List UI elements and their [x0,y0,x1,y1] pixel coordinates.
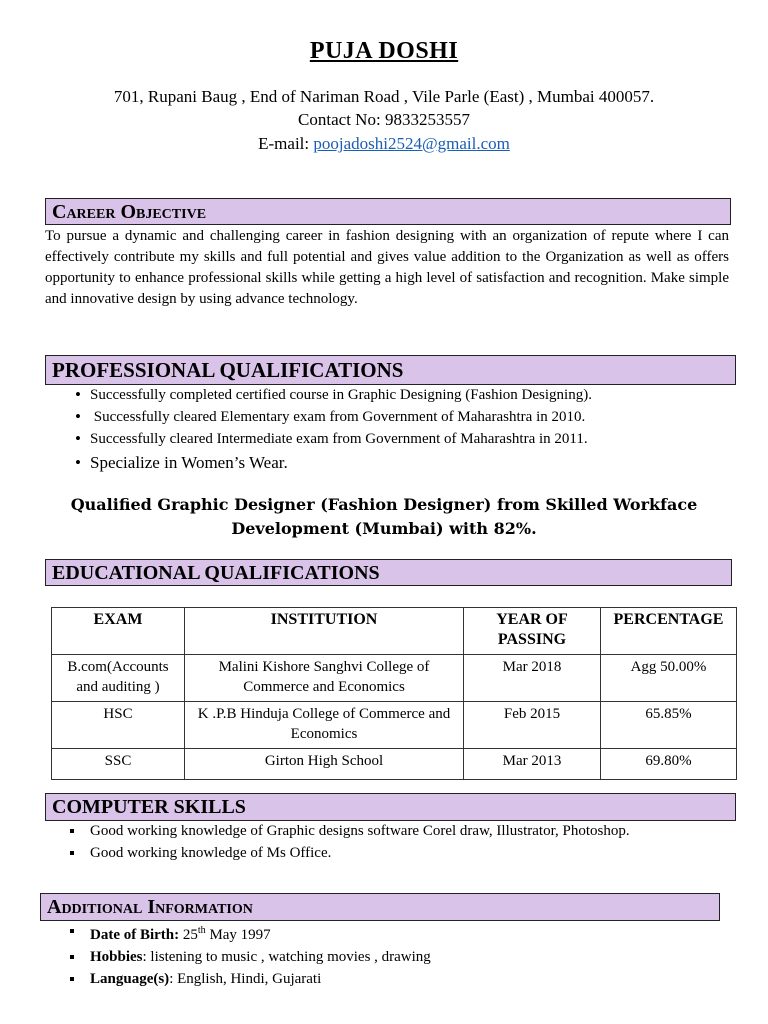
computer-skills-list [60,820,630,864]
professional-list [66,384,592,476]
list-item: Good working knowledge of Graphic designs software Corel draw, Illustrator, Photoshop. [60,820,630,842]
bullet-icon [60,920,84,942]
contact-label: Contact No: [298,110,385,129]
address-line: 701, Rupani Baug , End of Nariman Road , Vile Parle (East) , Mumbai 400057. [113,87,655,106]
additional-info-list [60,920,431,990]
qualification-highlight: Qualified Graphic Designer (Fashion Designer) from Skilled Workface Development (Mumbai) with 82%. [70,495,698,538]
section-computer-skills: COMPUTER SKILLS [45,793,736,821]
hobbies-label: Hobbies [90,949,143,965]
table-row: B.com(Accounts and auditing ) Malini Kishore Sanghvi College of Commerce and Economics Mar 2018 Agg 50.00% [52,655,737,702]
section-career-objective: Career Objective [45,198,731,225]
header-year: YEAR OF PASSING [464,608,601,655]
career-objective-text: To pursue a dynamic and challenging career in fashion designing with an organization of repute where I can effectively contribute my skills and full potential and gives value addition to the Organization as well as offers opportunity to enhance professional skills while getting a high level of satisfaction and recognition. Make simple and innovative design by using advance technology. [45,228,729,307]
list-item: Date of Birth: 25th May 1997 [60,920,431,946]
bullet-icon [60,842,84,864]
language-label: Language(s) [90,971,170,987]
section-additional-information: Additional Information [40,893,720,921]
table-row: SSC Girton High School Mar 2013 69.80% [52,749,737,780]
email-label: E-mail: [258,134,314,153]
email-link[interactable]: poojadoshi2524@gmail.com [313,134,510,153]
list-item: • Successfully cleared Intermediate exam from Government of Maharashtra in 2011. [66,428,592,450]
email-line [0,133,768,155]
bullet-icon [66,406,90,429]
bullet-icon [66,384,90,407]
bullet-icon [60,968,84,990]
header-exam: EXAM [52,608,185,655]
bullet-icon [66,450,90,476]
section-educational-qualifications: EDUCATIONAL QUALIFICATIONS [45,559,732,586]
education-table [51,607,737,780]
list-item: Language(s): English, Hindi, Gujarati [60,968,431,990]
list-item: • Successfully cleared Elementary exam from Government of Maharashtra in 2010. [66,406,592,428]
bullet-icon [66,428,90,451]
resume-name: PUJA DOSHI [309,38,459,64]
table-row: HSC K .P.B Hinduja College of Commerce and Economics Feb 2015 65.85% [52,702,737,749]
contact-number: 9833253557 [384,110,470,129]
header-institution: INSTITUTION [185,608,464,655]
list-item: Hobbies: listening to music , watching movies , drawing [60,946,431,968]
dob-label: Date of Birth: [90,927,180,943]
bullet-icon [60,946,84,968]
bullet-icon [60,820,84,842]
header-percentage: PERCENTAGE [601,608,737,655]
section-professional-qualifications: PROFESSIONAL QUALIFICATIONS [45,355,736,385]
table-header-row [52,608,737,655]
list-item: Good working knowledge of Ms Office. [60,842,630,864]
list-item: • Specialize in Women’s Wear. [66,450,592,476]
list-item: • Successfully completed certified course in Graphic Designing (Fashion Designing). [66,384,592,406]
contact-line [0,109,768,131]
